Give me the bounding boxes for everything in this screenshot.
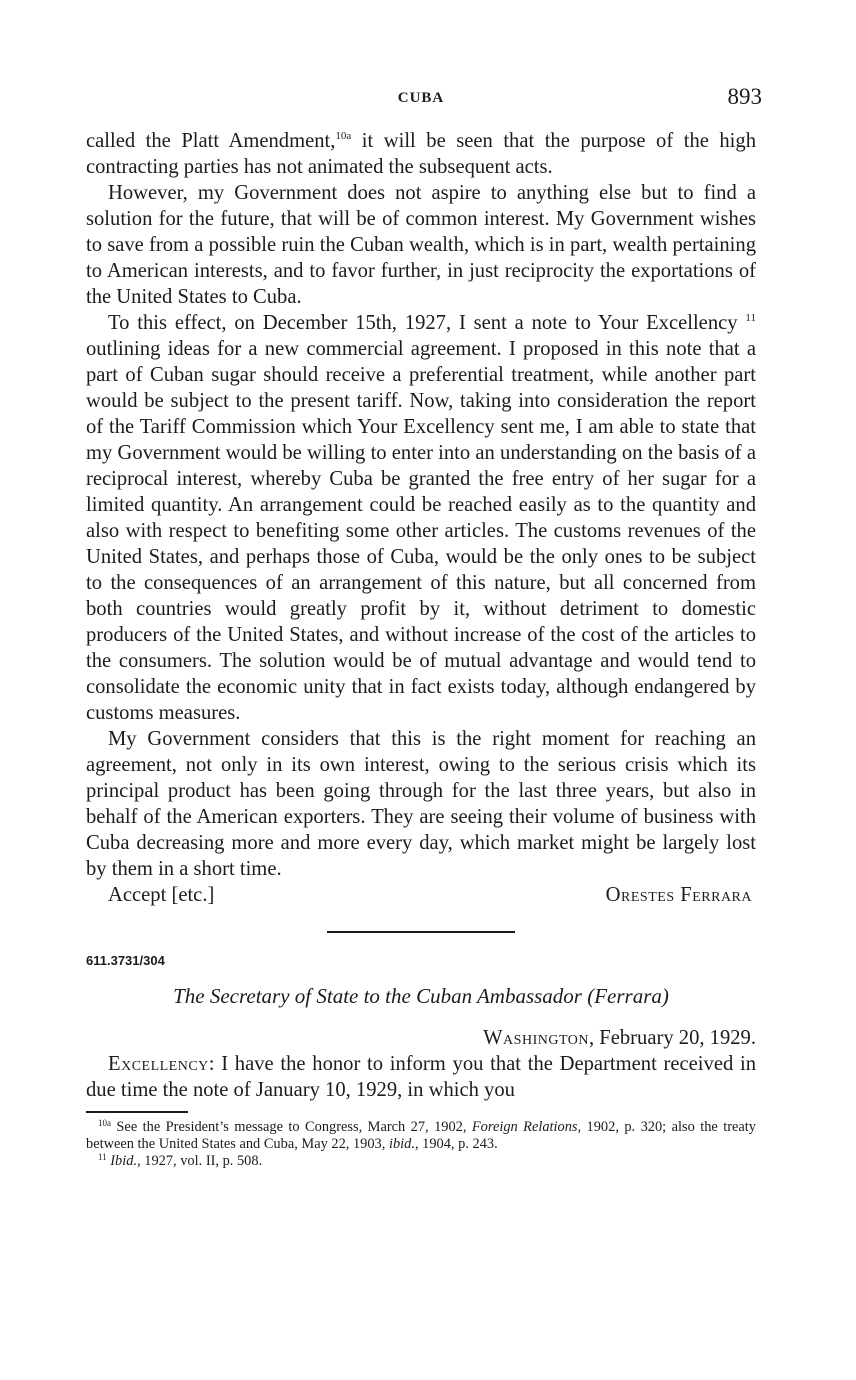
- footnote-10a-italic-2: ibid.: [388, 1135, 415, 1152]
- letter-opening: [86, 1051, 756, 1103]
- footnote-10a-italic-1: Foreign Relations: [471, 1118, 578, 1135]
- footnote-10a: [86, 1119, 756, 1153]
- footnote-11-mark: 11: [98, 1151, 107, 1162]
- footnote-divider: [86, 1111, 188, 1113]
- footnotes: [86, 1119, 756, 1170]
- paragraph-4: My Government considers that this is the right moment for reaching an agreement, not only in its own interest, owing to the serious crisis which its principal product has been going through for the last three years, but also in behalf of the American exporters. They are seeing their volume of business with Cuba decreasing more and more every day, which market might be largely lost by them in a short time.: [86, 728, 756, 880]
- paragraph-3-text-b: outlining ideas for a new commercial agreement. I proposed in this note that a part of Cuban sugar should receive a preferential treatment, while another part would be subject to the present tariff. Now, taking into consideration the report of the Tariff Commission which Your Excellency sent me, I am able to state that my Government would be willing to enter into an understanding on the basis of a reciprocal interest, whereby Cuba be granted the free entry of her sugar for a limited quantity. An arrangement could be reached easily as to the quantity and also with respect to benefiting some other articles. The customs revenues of the United States, and perhaps those of Cuba, would be the only ones to be subject to the consequences of an arrangement of this nature, but all concerned from both countries would greatly profit by it, without detriment to domestic producers of the United States, and without increase of the cost of the articles to the consumers. The solution would be of mutual advantage and would tend to consolidate the economic unity that in fact exists today, although endangered by customs measures.: [86, 338, 756, 724]
- running-head: CUBA: [397, 90, 445, 106]
- signature-name: Orestes Ferrara: [605, 884, 752, 906]
- paragraph-3-text-a: To this effect, on December 15th, 1927, I sent a note to Your Excellency: [108, 312, 738, 334]
- closing-line: [86, 882, 756, 908]
- paragraph-1-text-a: called the Platt Amendment,: [86, 130, 336, 152]
- letter-opening-text: : I have the honor to inform you that the Department received in due time the note of January 10, 1929, in which you: [86, 1053, 756, 1101]
- document-title: The Secretary of State to the Cuban Ambassador (Ferrara): [173, 984, 669, 1008]
- footnote-10a-text-3: , 1904, p. 243.: [414, 1135, 498, 1152]
- footnote-ref-11: 11: [745, 312, 756, 324]
- paragraph-1: [86, 128, 756, 180]
- closing-accept: Accept [etc.]: [108, 884, 215, 906]
- paragraph-3: [86, 310, 756, 726]
- file-number: 611.3731/304: [86, 953, 165, 968]
- footnote-11-italic-1: Ibid.: [106, 1152, 138, 1169]
- section-divider: [327, 931, 515, 933]
- footnote-11: [86, 1153, 756, 1170]
- page-header: [86, 84, 762, 112]
- paragraph-2: However, my Government does not aspire to anything else but to find a solution for the future, that will be of common interest. My Government wishes to save from a possible ruin the Cuban wealth, which is in part, wealth pertaining to American interests, and to favor further, in just reciprocity the exportations of the United States to Cuba.: [86, 182, 756, 308]
- footnote-10a-text-2: , 1902, p. 320; also the treaty between the United States and Cuba, May 22, 1903,: [86, 1118, 756, 1152]
- paragraph-1-text-b: it will be seen that the purpose of the high contracting parties has not animated the subsequent acts.: [86, 130, 756, 178]
- place-date-line: [86, 1025, 756, 1051]
- footnote-10a-text-1: See the President’s message to Congress, March 27, 1902,: [111, 1118, 472, 1135]
- footnote-10a-mark: 10a: [98, 1117, 111, 1128]
- salutation: Excellency: [108, 1053, 209, 1075]
- date: , February 20, 1929.: [588, 1027, 756, 1049]
- page-number: 893: [727, 84, 762, 109]
- footnote-ref-10a: 10a: [335, 130, 352, 142]
- page-body: [86, 128, 756, 1170]
- footnote-11-text-1: , 1927, vol. II, p. 508.: [137, 1152, 263, 1169]
- place: Washington: [483, 1027, 589, 1049]
